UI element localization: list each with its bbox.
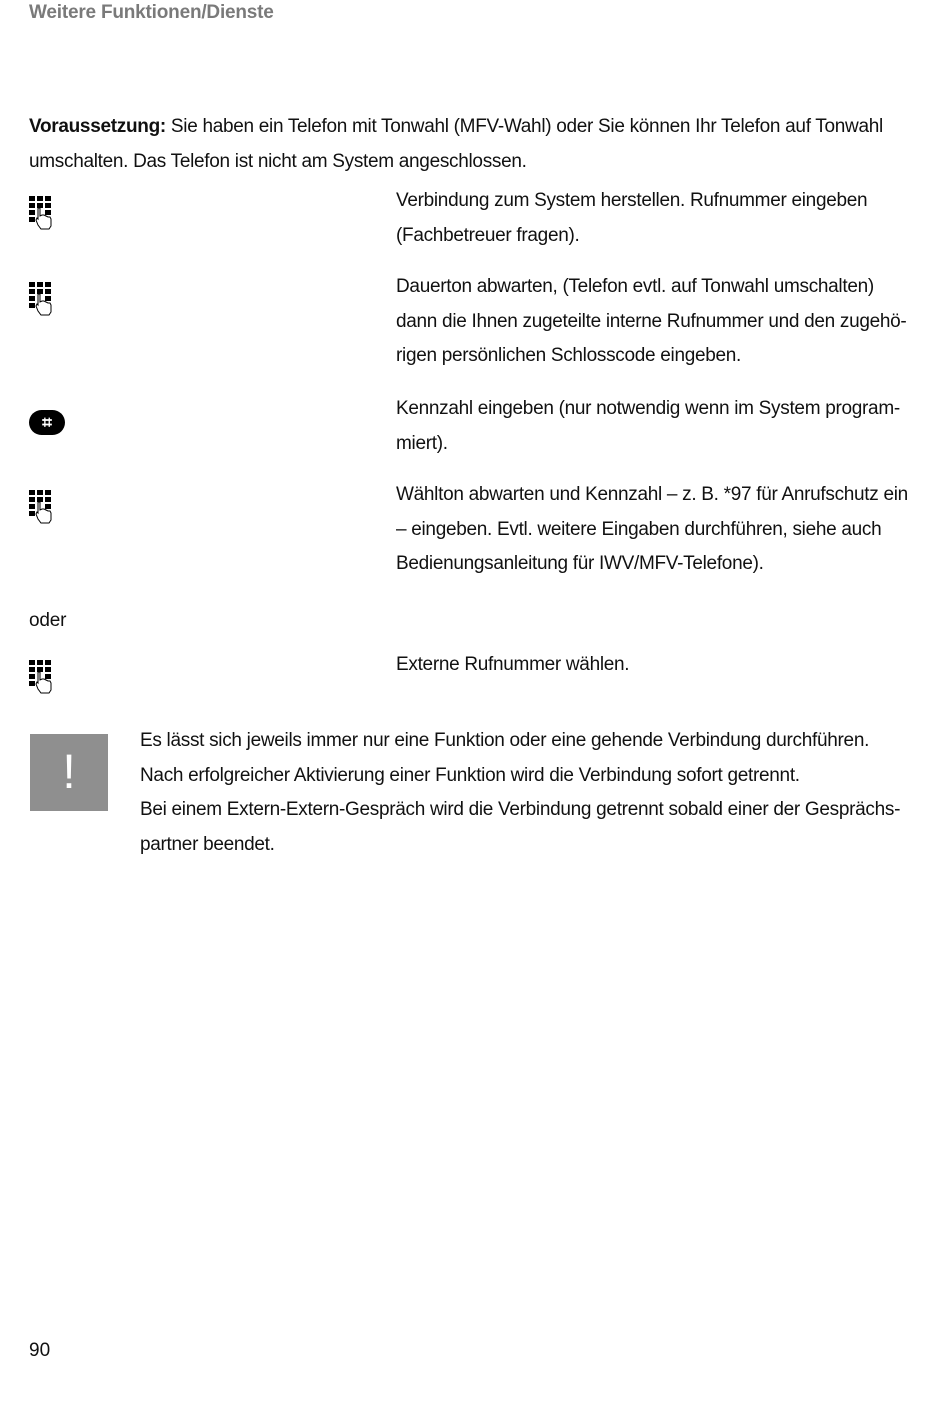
oder-label: oder [29,610,67,631]
page-header: Weitere Funktionen/Dienste [29,2,274,23]
step-4-text: Wählton abwarten und Kennzahl – z. B. *97 für Anrufschutz ein – eingeben. Evtl. weitere Eingaben durchführen, siehe auch Bedienungsanleitung für IWV/MFV-Telefone). [396,484,908,574]
page-number: 90 [29,1340,51,1361]
step-2-text: Dauerton abwarten, (Telefon evtl. auf Tonwahl umschalten) dann die Ihnen zugeteilte interne Rufnummer und den zugehörigen persönlichen Schlosscode eingeben. [396,276,907,366]
keypad-icon [29,660,55,699]
prerequisite-text: Sie haben ein Telefon mit Tonwahl (MFV-Wahl) oder Sie können Ihr Telefon auf Tonwahl umschalten. Das Telefon ist nicht am System angeschlossen. [29,116,883,172]
prerequisite-label: Voraussetzung: [29,116,166,137]
hash-key-icon: ⌗ [29,410,65,435]
keypad-icon [29,490,55,529]
note-line-2: Nach erfolgreicher Aktivierung einer Funktion wird die Verbindung sofort getrennt. [140,764,800,786]
keypad-icon [29,196,55,235]
note-line-3: Bei einem Extern-Extern-Gespräch wird die Verbindung getrennt sobald einer der Gesprächspartner beendet. [140,799,901,855]
step-3-text: Kennzahl eingeben (nur notwendig wenn im System programmiert). [396,398,901,454]
step-5-text: Externe Rufnummer wählen. [396,654,630,675]
exclamation-icon: ! [30,734,108,811]
note-line-1: Es lässt sich jeweils immer nur eine Funktion oder eine gehende Verbindung durchführen. [140,730,870,751]
note-text [140,724,920,862]
prerequisite-paragraph [29,110,909,179]
step-1-text: Verbindung zum System herstellen. Rufnummer eingeben (Fachbetreuer fragen). [396,190,868,246]
keypad-icon [29,282,55,321]
